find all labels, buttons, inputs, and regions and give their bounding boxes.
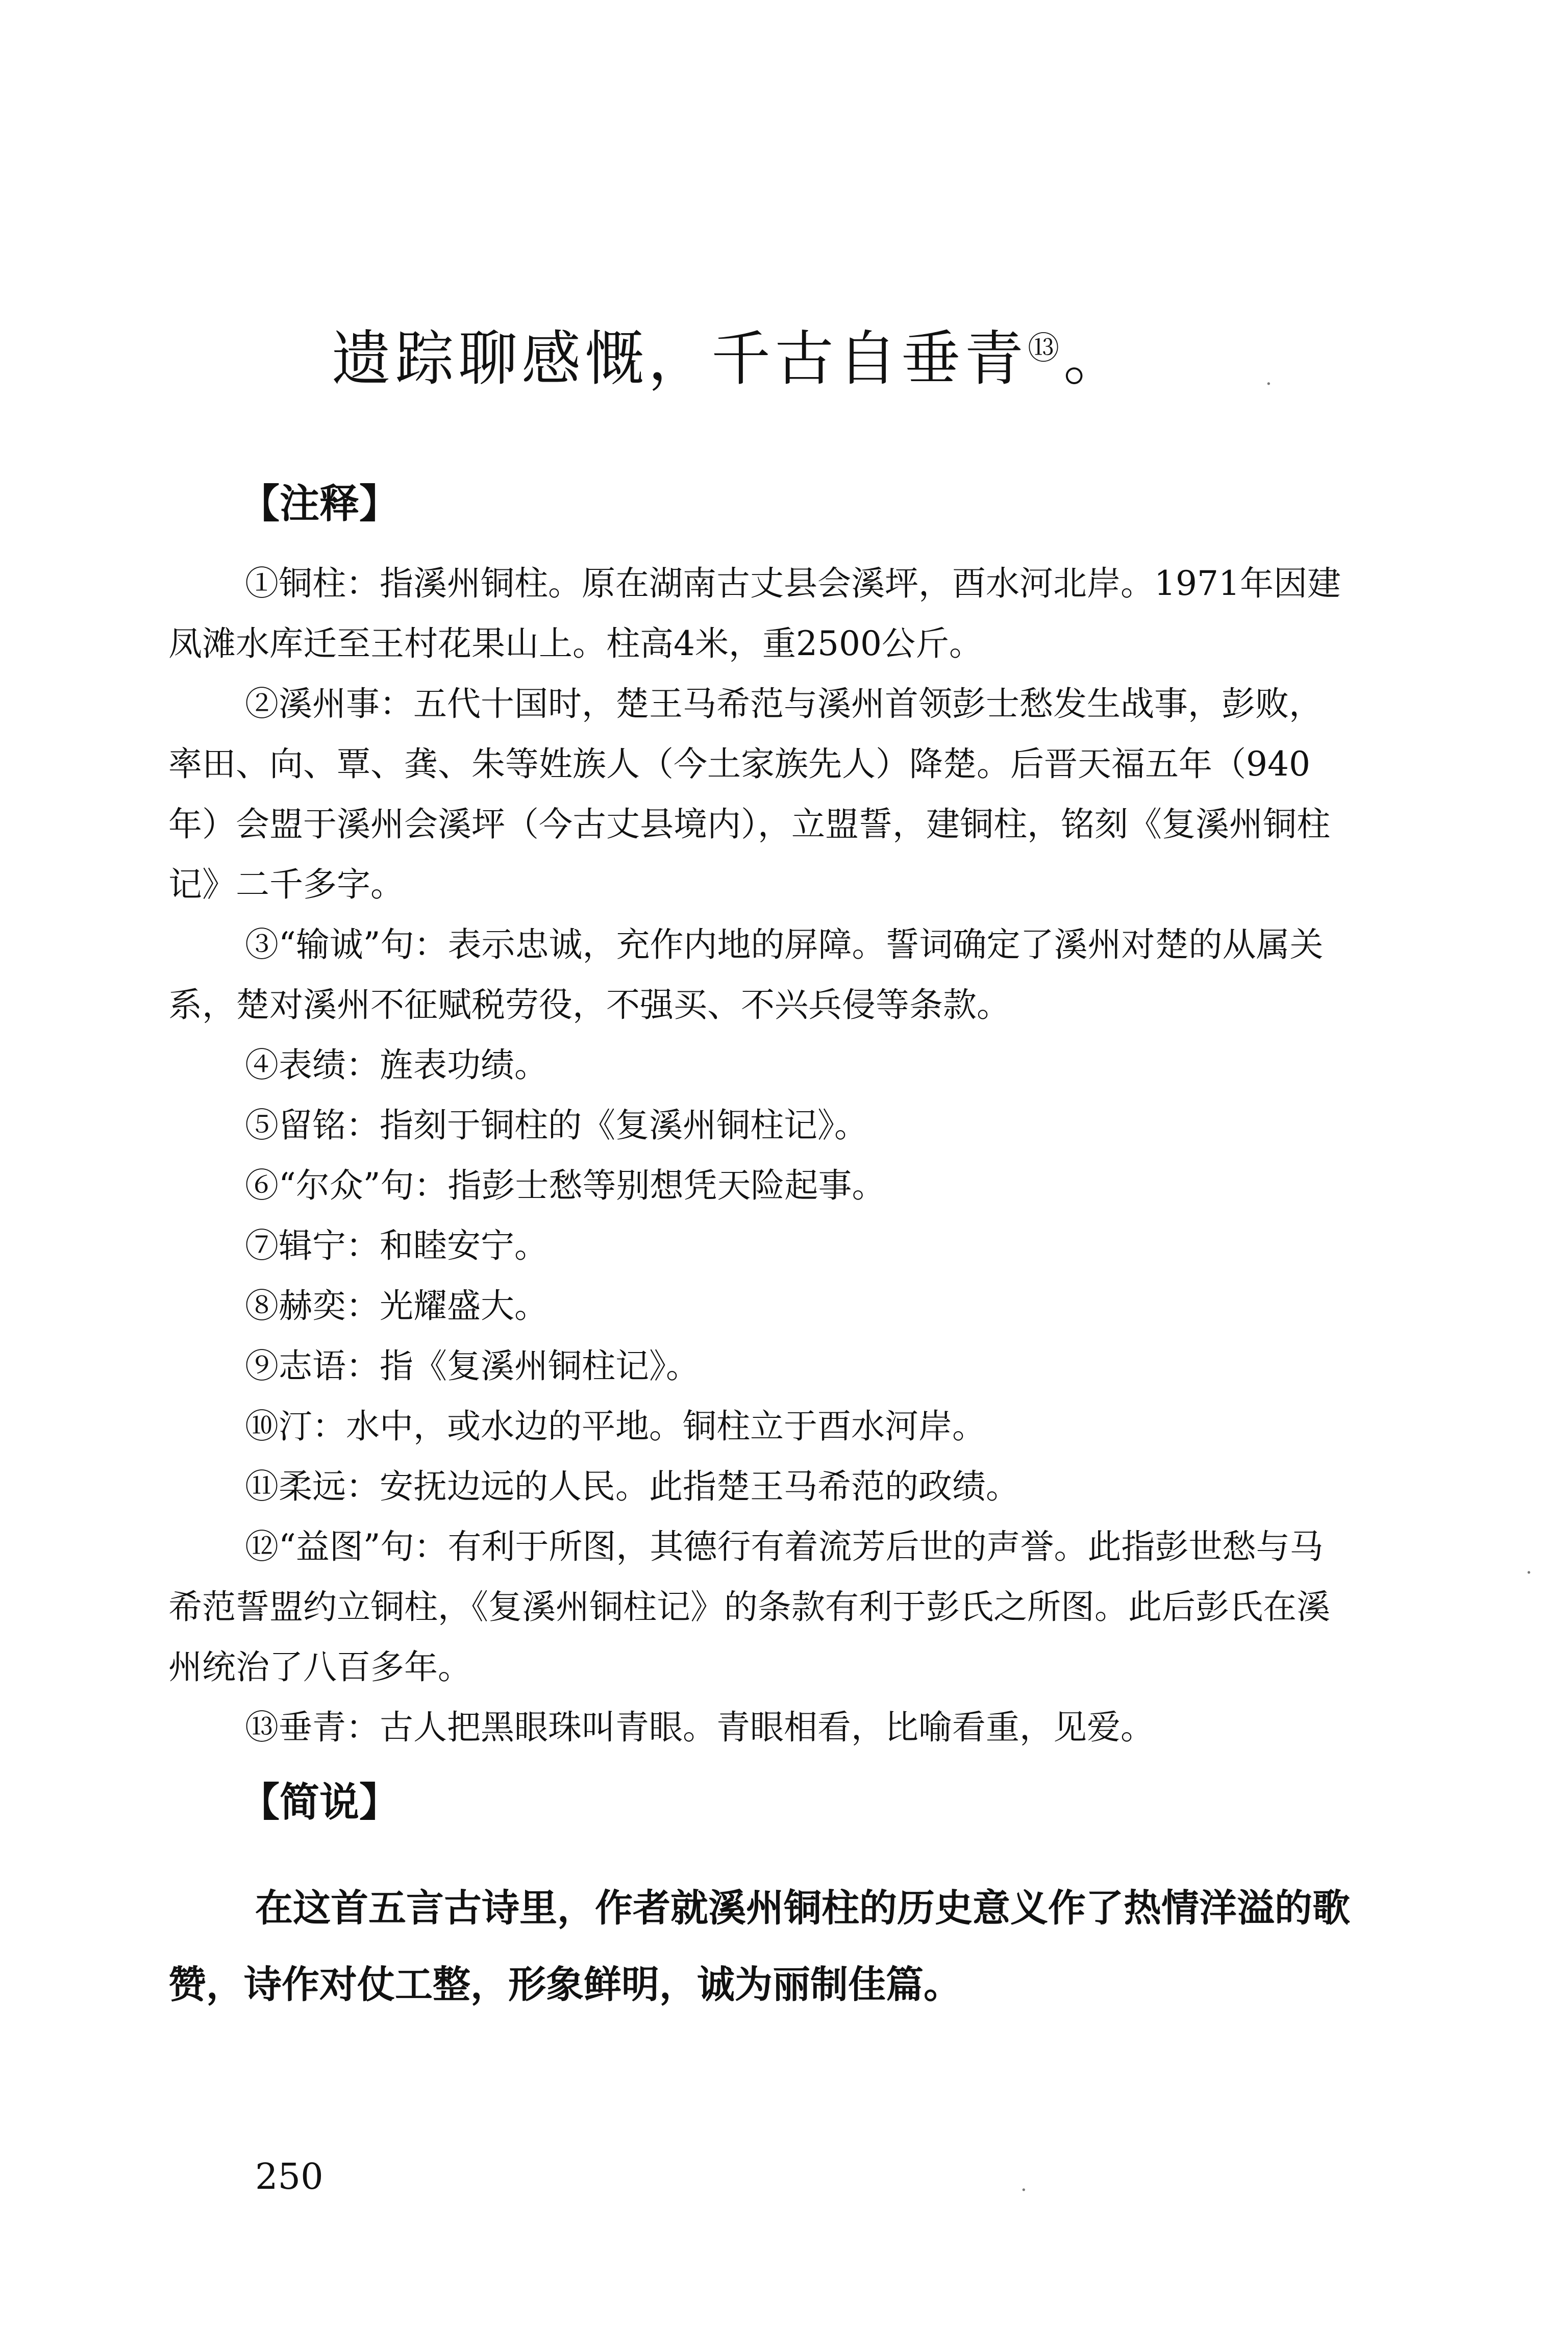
note-item: ②溪州事：五代十国时，楚王马希范与溪州首领彭士愁发生战事，彭败，率田、向、覃、龚、朱等姓族人（今土家族先人）降楚。后晋天福五年（940年）会盟于溪州会溪坪（今古丈县境内），立盟誓，建铜柱，铭刻《复溪州铜柱记》二千多字。: [168, 684, 1330, 904]
page-number: 250: [255, 2156, 323, 2197]
summary-heading: 【简说】: [240, 1780, 400, 1826]
note-item: ⑦辑宁：和睦安宁。: [245, 1226, 548, 1265]
note-item: ⑪柔远：安抚边远的人民。此指楚王马希范的政绩。: [245, 1467, 1019, 1506]
note-item: ①铜柱：指溪州铜柱。原在湖南古丈县会溪坪，酉水河北岸。1971年因建凤滩水库迁至王村花果山上。柱高4米，重2500公斤。: [168, 564, 1341, 663]
poem-line-text: 遗踪聊感慨，千古自垂青: [332, 324, 1028, 393]
note-item: ⑩汀：水中，或水边的平地。铜柱立于酉水河岸。: [245, 1407, 986, 1446]
note-item: ⑬垂青：古人把黑眼珠叫青眼。青眼相看，比喻看重，见爱。: [245, 1708, 1154, 1747]
note-item: ⑧赫奕：光耀盛大。: [245, 1286, 548, 1326]
scan-speck: ·: [1021, 2179, 1027, 2202]
poem-line: [332, 311, 1127, 396]
poem-line-footnote-marker: ⑬: [1028, 329, 1064, 367]
note-item: ④表绩：旌表功绩。: [245, 1045, 548, 1085]
scan-speck: ·: [1526, 1561, 1532, 1585]
notes-list: [168, 554, 1342, 1758]
summary-text: 在这首五言古诗里，作者就溪州铜柱的历史意义作了热情洋溢的歌赞，诗作对仗工整，形象鲜明，诚为丽制佳篇。: [168, 1886, 1350, 2007]
summary-block: [168, 1870, 1367, 2023]
note-item: ⑤留铭：指刻于铜柱的《复溪州铜柱记》。: [245, 1106, 868, 1145]
note-item: ⑫“益图”句：有利于所图，其德行有着流芳后世的声誉。此指彭世愁与马希范誓盟约立铜柱，《复溪州铜柱记》的条款有利于彭氏之所图。此后彭氏在溪州统治了八百多年。: [168, 1527, 1330, 1687]
scan-speck: ·: [1265, 372, 1272, 396]
poem-line-period: 。: [1063, 324, 1127, 393]
note-item: ⑨志语：指《复溪州铜柱记》。: [245, 1346, 700, 1386]
notes-heading: 【注释】: [240, 481, 400, 527]
note-item: ⑥“尔众”句：指彭士愁等别想凭天险起事。: [245, 1166, 886, 1205]
note-item: ③“输诚”句：表示忠诚，充作内地的屏障。誓词确定了溪州对楚的从属关系，楚对溪州不征赋税劳役，不强买、不兴兵侵等条款。: [168, 925, 1324, 1024]
